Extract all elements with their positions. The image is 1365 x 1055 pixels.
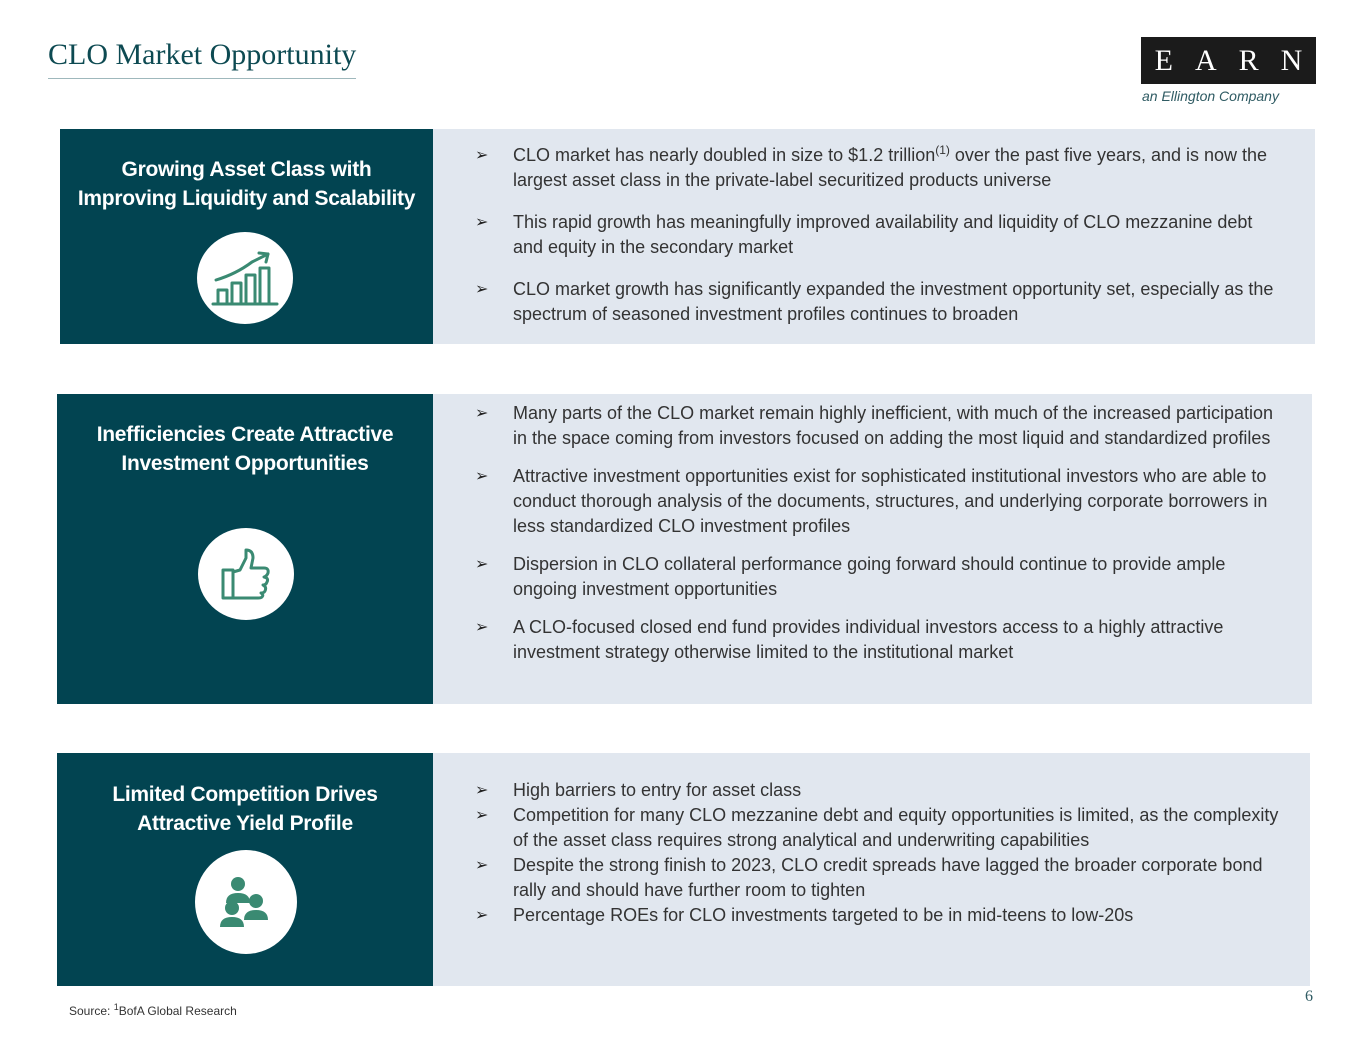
bullet-text: High barriers to entry for asset class [513,780,802,800]
arrow-bullet-icon: ➢ [475,281,489,298]
heading-line: Growing Asset Class with [121,158,372,181]
source-prefix: Source: [69,1004,114,1018]
bullet-text: This rapid growth has meaningfully improved availability and liquidity of CLO mezzanine debt and equity in the secondary market [513,212,1253,257]
arrow-bullet-icon: ➢ [475,807,489,824]
bullet-text: Dispersion in CLO collateral performance going forward should continue to provide ample ongoing investment opportunities [513,554,1226,599]
bullet-list [475,143,1285,344]
list-item [475,210,1285,260]
people-group-icon [216,875,276,929]
section-heading [57,420,433,478]
section-growing-asset-class [60,129,1315,344]
list-item [475,778,1280,803]
growth-chart-icon [210,248,280,308]
arrow-bullet-icon: ➢ [475,468,489,485]
section-heading-panel [57,394,433,704]
arrow-bullet-icon: ➢ [475,556,489,573]
section-heading-panel [57,753,433,986]
icon-circle [195,850,297,954]
arrow-bullet-icon: ➢ [475,214,489,231]
section-bullets-panel [433,394,1312,704]
heading-line: Inefficiencies Create Attractive [96,423,394,446]
source-note [69,1004,237,1018]
bullet-list [475,401,1282,678]
list-item [475,615,1282,665]
section-heading [60,155,433,213]
list-item [475,552,1282,602]
thumbs-up-icon [220,546,272,602]
bullet-text: over the past five years, and is now the largest asset class in the private-label securitized products universe [513,145,1268,190]
earn-logo: EARN [1141,37,1316,84]
heading-line: Limited Competition Drives [112,783,378,806]
heading-line: Investment Opportunities [121,452,369,475]
bullet-text: Percentage ROEs for CLO investments targeted to be in mid-teens to low-20s [513,905,1134,925]
bullet-text: CLO market growth has significantly expanded the investment opportunity set, especially as the spectrum of seasoned investment profiles continues to broaden [513,279,1274,324]
page-number: 6 [1305,988,1313,1005]
section-bullets-panel [433,753,1310,986]
bullet-text: A CLO-focused closed end fund provides individual investors access to a highly attractive investment strategy otherwise limited to the institutional market [513,617,1224,662]
logo-tagline: an Ellington Company [1142,88,1279,104]
bullet-text: Attractive investment opportunities exist for sophisticated institutional investors who are able to conduct thorough analysis of the documents, structures, and underlying corporate borrowers in less standardized CLO investment profiles [513,466,1268,536]
heading-line: Improving Liquidity and Scalability [77,187,416,210]
section-inefficiencies [57,394,1312,704]
arrow-bullet-icon: ➢ [475,857,489,874]
list-item [475,401,1282,451]
section-heading-panel [60,129,433,344]
page-title: CLO Market Opportunity [48,38,356,79]
list-item [475,803,1280,853]
section-heading [57,780,433,838]
icon-circle [198,528,294,620]
footnote-marker: (1) [935,143,950,157]
list-item [475,464,1282,539]
list-item [475,903,1280,928]
arrow-bullet-icon: ➢ [475,147,489,164]
list-item [475,853,1280,903]
section-limited-competition [57,753,1310,986]
bullet-text: Competition for many CLO mezzanine debt and equity opportunities is limited, as the complexity of the asset class requires strong analytical and underwriting capabilities [513,805,1279,850]
arrow-bullet-icon: ➢ [475,907,489,924]
bullet-text: Despite the strong finish to 2023, CLO credit spreads have lagged the broader corporate bond rally and should have further room to tighten [513,855,1263,900]
list-item [475,143,1285,193]
source-text: BofA Global Research [118,1004,237,1018]
bullet-text: Many parts of the CLO market remain highly inefficient, with much of the increased participation in the space coming from investors focused on adding the most liquid and standardized profiles [513,403,1274,448]
footnote-marker: 1 [113,1002,119,1012]
heading-line: Attractive Yield Profile [137,812,353,835]
icon-circle [197,232,293,324]
list-item [475,277,1285,327]
bullet-list [475,778,1280,928]
arrow-bullet-icon: ➢ [475,782,489,799]
section-bullets-panel [433,129,1315,344]
bullet-text: CLO market has nearly doubled in size to $1.2 trillion [513,145,936,165]
arrow-bullet-icon: ➢ [475,405,489,422]
arrow-bullet-icon: ➢ [475,619,489,636]
